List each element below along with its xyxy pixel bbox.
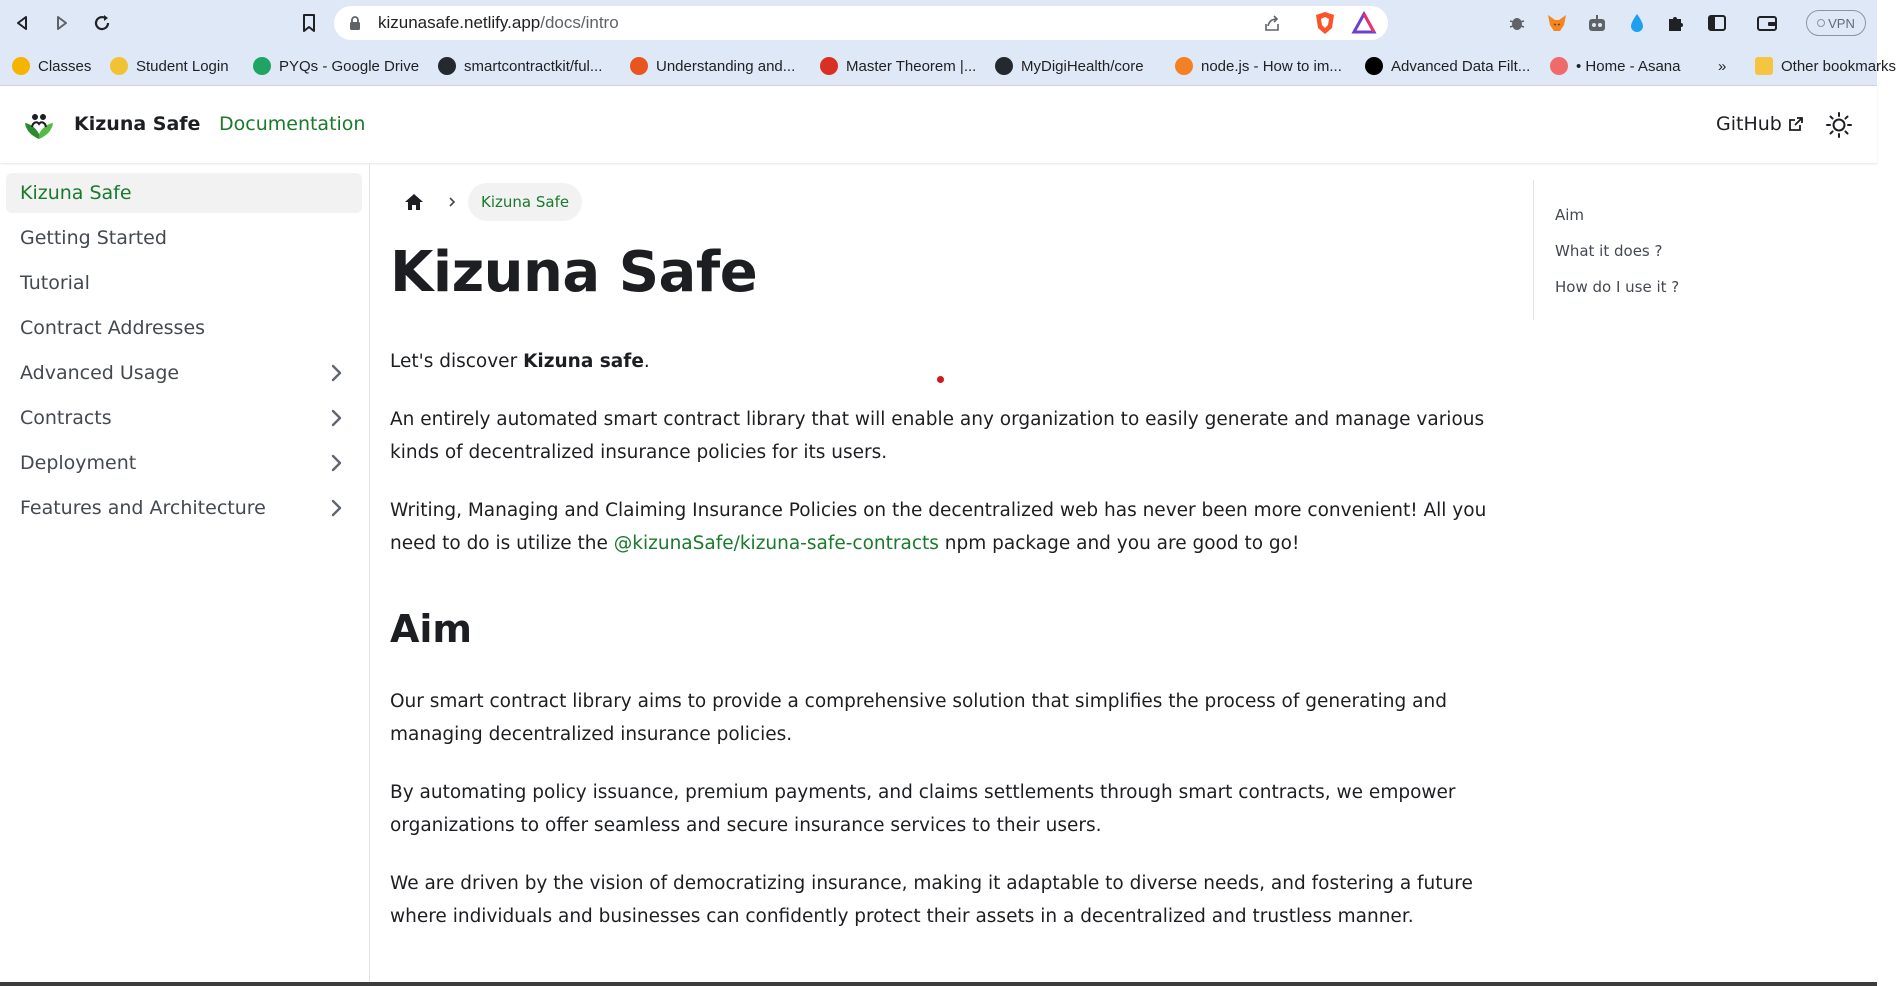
sidebar-item-advanced-usage[interactable] <box>6 353 362 393</box>
github-label: GitHub <box>1716 113 1782 135</box>
sidebar-item-getting-started[interactable] <box>6 218 362 258</box>
vpn-dot-icon <box>1817 19 1825 27</box>
bookmark-item[interactable] <box>12 54 91 78</box>
sun-icon <box>1825 111 1853 139</box>
bookmark-label: Other bookmarks <box>1781 57 1896 75</box>
bookmark-label: Classes <box>38 57 92 75</box>
intro-paragraph <box>390 345 1494 378</box>
intro-bold: Kizuna safe <box>523 351 644 372</box>
bookmark-item[interactable] <box>1755 54 1896 78</box>
bookmark-item[interactable] <box>1175 54 1342 78</box>
sidebar-item-label: Tutorial <box>20 272 90 294</box>
breadcrumb-home-link[interactable] <box>403 191 425 213</box>
site-navbar <box>0 87 1877 163</box>
chevron-right-icon[interactable] <box>326 498 346 523</box>
browser-toolbar <box>0 0 1877 46</box>
sidebar-item-kizuna-safe[interactable] <box>6 173 362 213</box>
taskbar-edge <box>0 982 1877 986</box>
bookmark-item[interactable] <box>995 54 1144 78</box>
brave-rewards-icon[interactable] <box>1352 11 1376 35</box>
breadcrumb-separator-icon <box>446 194 458 213</box>
bookmark-item[interactable] <box>253 54 419 78</box>
sidebar-item-label: Deployment <box>20 452 137 474</box>
external-link-icon <box>1788 116 1804 132</box>
kizuna-logo-icon[interactable] <box>22 109 56 141</box>
bug-extension-icon[interactable] <box>1505 11 1529 35</box>
toc-link[interactable]: How do I use it ? <box>1555 278 1680 296</box>
theme-toggle-button[interactable] <box>1823 109 1855 141</box>
bookmarks-bar <box>0 46 1896 86</box>
brand-link[interactable]: Kizuna Safe <box>74 113 201 135</box>
bookmark-item[interactable] <box>438 54 602 78</box>
intro-suffix: . <box>643 351 650 372</box>
github-icon <box>438 57 456 75</box>
aim-paragraph-1: Our smart contract library aims to provide a comprehensive solution that simplifies the process of generating and managing decentralized insurance policies. <box>390 691 1447 745</box>
docs-sidebar <box>0 163 370 986</box>
robot-extension-icon[interactable] <box>1585 11 1609 35</box>
usage-text: Writing, Managing and Claiming Insurance Policies on the decentralized web has never been more convenient! All you need to do is utilize the <box>390 500 1487 554</box>
sidebar-item-label: Getting Started <box>20 227 167 249</box>
medium-icon <box>1365 57 1383 75</box>
description-paragraph: An entirely automated smart contract library that will enable any organization to easily generate and manage various kinds of decentralized insurance policies for its users. <box>390 409 1485 463</box>
forward-icon <box>53 14 71 32</box>
droplet-extension-icon[interactable] <box>1625 11 1649 35</box>
cursor-dot <box>937 376 944 383</box>
bookmark-label: smartcontractkit/ful... <box>464 57 603 75</box>
breadcrumb-current: Kizuna Safe <box>468 183 582 221</box>
bookmark-item[interactable] <box>1365 54 1530 78</box>
wallet-icon[interactable] <box>1755 11 1779 35</box>
toc-link[interactable]: Aim <box>1555 206 1585 224</box>
bookmark-icon <box>301 13 317 33</box>
gfg-icon <box>820 57 838 75</box>
bookmark-page-button[interactable] <box>297 11 321 35</box>
usage-paragraph <box>390 494 1494 560</box>
table-of-contents <box>1533 180 1863 320</box>
bookmark-label: Advanced Data Filt... <box>1391 57 1531 75</box>
back-icon <box>13 14 31 32</box>
lock-icon <box>348 15 362 35</box>
login-icon <box>110 57 128 75</box>
forward-button[interactable] <box>50 11 74 35</box>
github-icon <box>995 57 1013 75</box>
bookmark-label: • Home - Asana <box>1576 57 1681 75</box>
chevron-right-icon[interactable] <box>326 453 346 478</box>
more-bookmarks-button[interactable]: » <box>1718 57 1727 75</box>
metamask-icon[interactable] <box>1545 11 1569 35</box>
npm-package-link[interactable]: @kizunaSafe/kizuna-safe-contracts <box>613 533 939 554</box>
sidebar-item-contracts[interactable] <box>6 398 362 438</box>
bookmark-label: node.js - How to im... <box>1201 57 1342 75</box>
bookmark-label: Understanding and... <box>656 57 796 75</box>
documentation-link[interactable]: Documentation <box>219 113 366 135</box>
asana-icon <box>1550 57 1568 75</box>
sidebar-item-contract-addresses[interactable] <box>6 308 362 348</box>
brave-shield-icon[interactable] <box>1313 11 1337 35</box>
bookmark-item[interactable] <box>1550 54 1680 78</box>
aim-heading: Aim <box>390 607 473 651</box>
home-icon <box>403 191 425 213</box>
reload-icon <box>92 13 112 33</box>
bookmark-label: Student Login <box>136 57 229 75</box>
vpn-label: VPN <box>1828 15 1855 31</box>
url-text: kizunasafe.netlify.app/docs/intro <box>378 13 619 32</box>
google-drive-icon <box>253 57 271 75</box>
vpn-button[interactable] <box>1806 10 1866 36</box>
reload-button[interactable] <box>90 11 114 35</box>
usage-suffix: npm package and you are good to go! <box>938 533 1300 554</box>
extensions-puzzle-icon[interactable] <box>1664 11 1688 35</box>
chevron-right-icon[interactable] <box>326 363 346 388</box>
sidebar-item-label: Advanced Usage <box>20 362 180 384</box>
sidebar-toggle-icon[interactable] <box>1705 11 1729 35</box>
sidebar-item-label: Contract Addresses <box>20 317 206 339</box>
sidebar-item-label: Contracts <box>20 407 112 429</box>
bookmark-item[interactable] <box>630 54 795 78</box>
sidebar-item-features-and-architecture[interactable] <box>6 488 362 528</box>
sidebar-item-label: Features and Architecture <box>20 497 266 519</box>
toc-link[interactable]: What it does ? <box>1555 242 1663 260</box>
chevron-right-icon[interactable] <box>326 408 346 433</box>
share-icon[interactable] <box>1262 13 1282 37</box>
sidebar-item-tutorial[interactable] <box>6 263 362 303</box>
intro-text: Let's discover <box>390 351 524 372</box>
sidebar-item-label: Kizuna Safe <box>20 182 132 204</box>
bookmark-label: PYQs - Google Drive <box>279 57 420 75</box>
classroom-icon <box>12 57 30 75</box>
bookmark-label: MyDigiHealth/core <box>1021 57 1144 75</box>
folder-icon <box>1755 57 1773 75</box>
ubuntu-icon <box>630 57 648 75</box>
page-title: Kizuna Safe <box>390 240 758 305</box>
bookmark-item[interactable] <box>820 54 976 78</box>
aim-paragraph-3: We are driven by the vision of democratizing insurance, making it adaptable to diverse needs, and fostering a future where individuals and businesses can confidently protect their assets in a decentralized and trustless manner. <box>390 873 1473 927</box>
bookmark-item[interactable] <box>110 54 229 78</box>
back-button[interactable] <box>10 11 34 35</box>
sidebar-item-deployment[interactable] <box>6 443 362 483</box>
address-bar[interactable] <box>334 6 1388 40</box>
stackoverflow-icon <box>1175 57 1193 75</box>
bookmark-label: Master Theorem |... <box>846 57 977 75</box>
github-link[interactable] <box>1716 113 1804 135</box>
aim-paragraph-2: By automating policy issuance, premium payments, and claims settlements through smart contracts, we empower organizations to offer seamless and secure insurance services to their users. <box>390 782 1456 836</box>
